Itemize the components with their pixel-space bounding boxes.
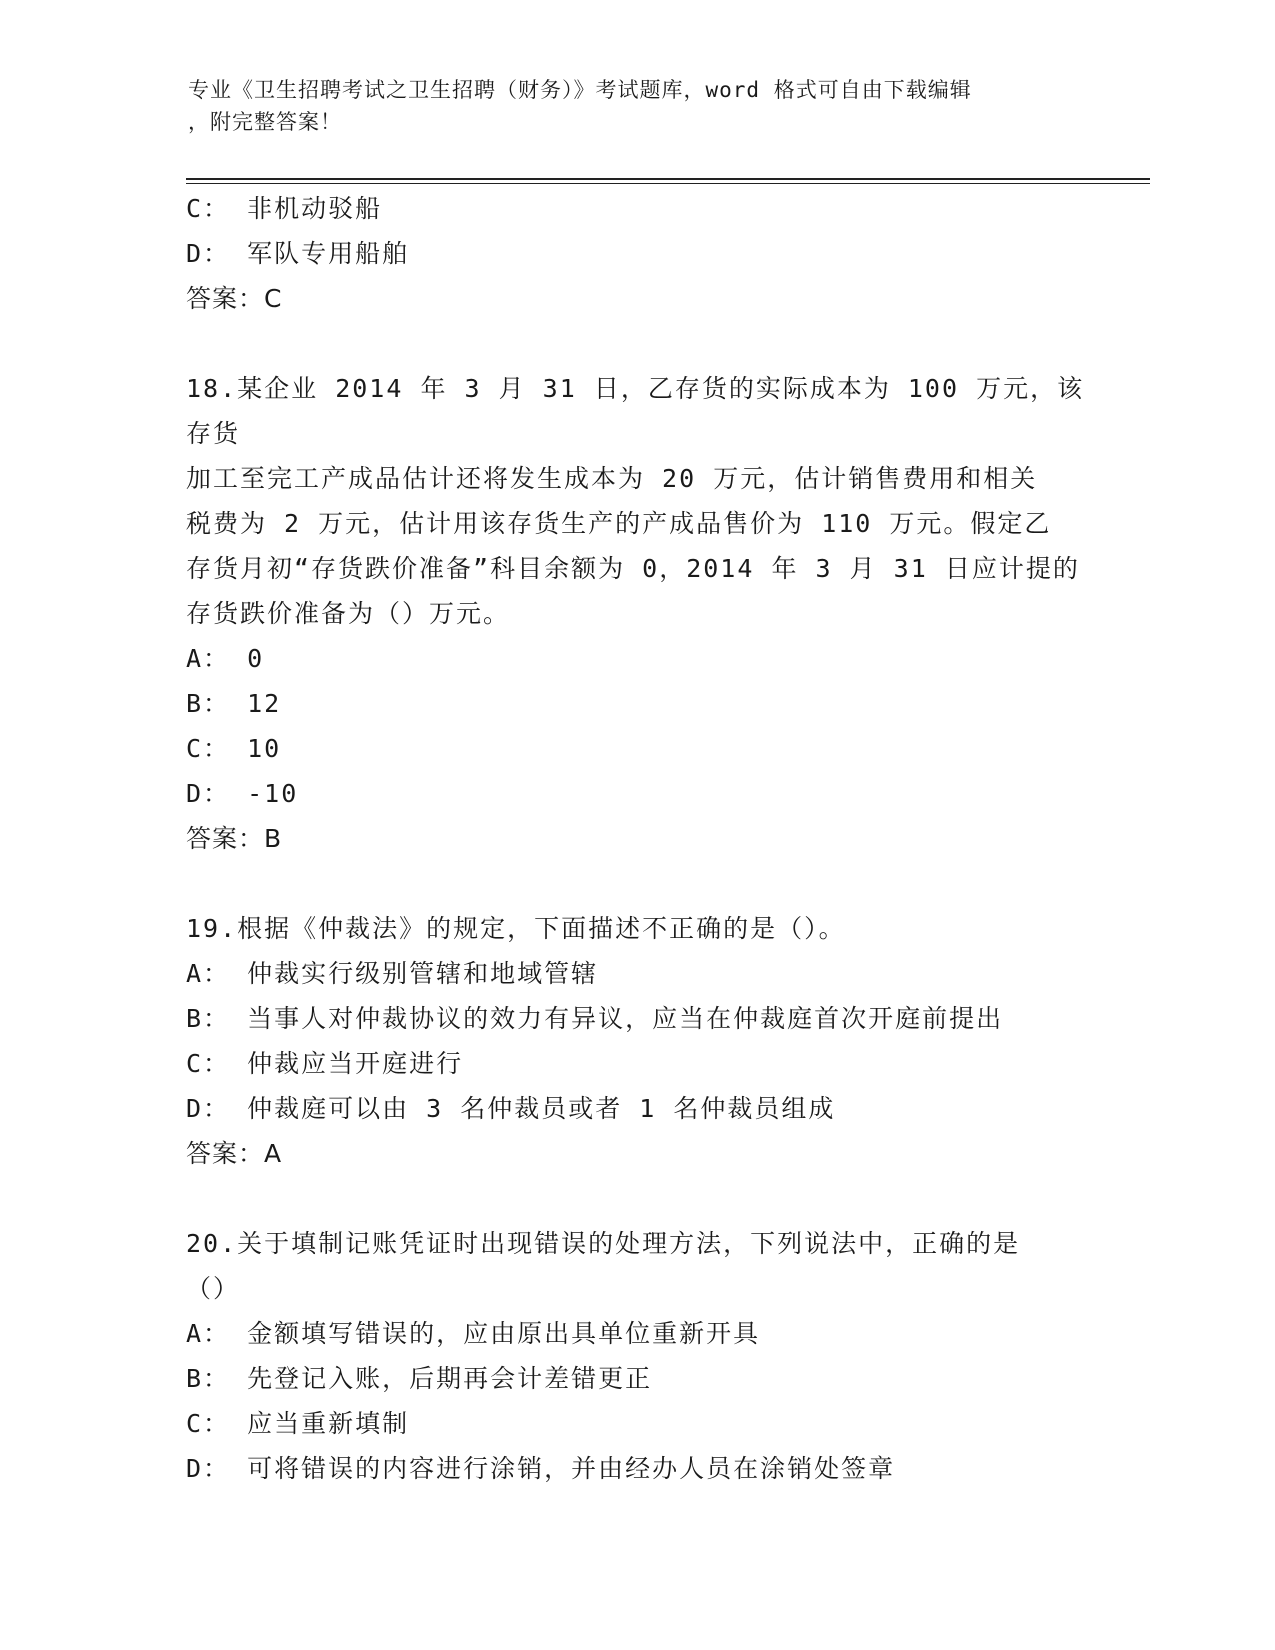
q17-answer: 答案：C: [186, 284, 283, 313]
q18-stem-line: 18.某企业 2014 年 3 月 31 日，乙存货的实际成本为 100 万元，该存货: [186, 374, 1085, 448]
q18-stem-line: 税费为 2 万元，估计用该存货生产的产成品售价为 110 万元。假定乙: [186, 509, 1052, 538]
header-divider-thin: [186, 183, 1150, 184]
spacer: [186, 861, 1086, 906]
q20-option-d: D： 可将错误的内容进行涂销，并由经办人员在涂销处签章: [186, 1454, 896, 1483]
header-line-2: ，附完整答案！: [188, 110, 342, 134]
q18-stem: [186, 366, 1086, 636]
q20-option-b: B： 先登记入账，后期再会计差错更正: [186, 1364, 653, 1393]
spacer: [186, 1176, 1086, 1221]
q18-answer: 答案：B: [186, 824, 283, 853]
header-line-1: 专业《卫生招聘考试之卫生招聘（财务）》考试题库，word 格式可自由下载编辑: [188, 78, 972, 102]
q20-stem: [186, 1221, 1086, 1311]
q18-stem-line: 存货月初“存货跌价准备”科目余额为 0，2014 年 3 月 31 日应计提的: [186, 554, 1080, 583]
q18-option-a: A： 0: [186, 644, 265, 673]
document-header: [188, 74, 1068, 138]
q19-option-d: D： 仲裁庭可以由 3 名仲裁员或者 1 名仲裁员组成: [186, 1094, 836, 1123]
q19-option-a: A： 仲裁实行级别管辖和地域管辖: [186, 959, 599, 988]
spacer: [186, 321, 1086, 366]
q18-stem-line: 存货跌价准备为（）万元。: [186, 599, 511, 628]
q19-answer: 答案：A: [186, 1139, 283, 1168]
q19-option-b: B： 当事人对仲裁协议的效力有异议，应当在仲裁庭首次开庭前提出: [186, 1004, 1004, 1033]
question-content: [186, 186, 1086, 1491]
q18-option-b: B： 12: [186, 689, 282, 718]
q20-stem-line: 20.关于填制记账凭证时出现错误的处理方法，下列说法中，正确的是: [186, 1229, 1021, 1258]
q19-option-c: C： 仲裁应当开庭进行: [186, 1049, 464, 1078]
q19-stem: 19.根据《仲裁法》的规定，下面描述不正确的是（）。: [186, 914, 846, 943]
q20-stem-line: （）: [186, 1274, 241, 1303]
q18-option-d: D： -10: [186, 779, 299, 808]
q20-option-c: C： 应当重新填制: [186, 1409, 410, 1438]
question-17-tail: [186, 186, 1086, 321]
q18-stem-line: 加工至完工产成品估计还将发生成本为 20 万元，估计销售费用和相关: [186, 464, 1038, 493]
header-divider-thick: [186, 178, 1150, 180]
q17-option-c: C： 非机动驳船: [186, 194, 383, 223]
question-20: [186, 1221, 1086, 1491]
q20-option-a: A： 金额填写错误的，应由原出具单位重新开具: [186, 1319, 761, 1348]
question-18: [186, 366, 1086, 861]
q18-option-c: C： 10: [186, 734, 282, 763]
question-19: [186, 906, 1086, 1176]
q17-option-d: D： 军队专用船舶: [186, 239, 410, 268]
